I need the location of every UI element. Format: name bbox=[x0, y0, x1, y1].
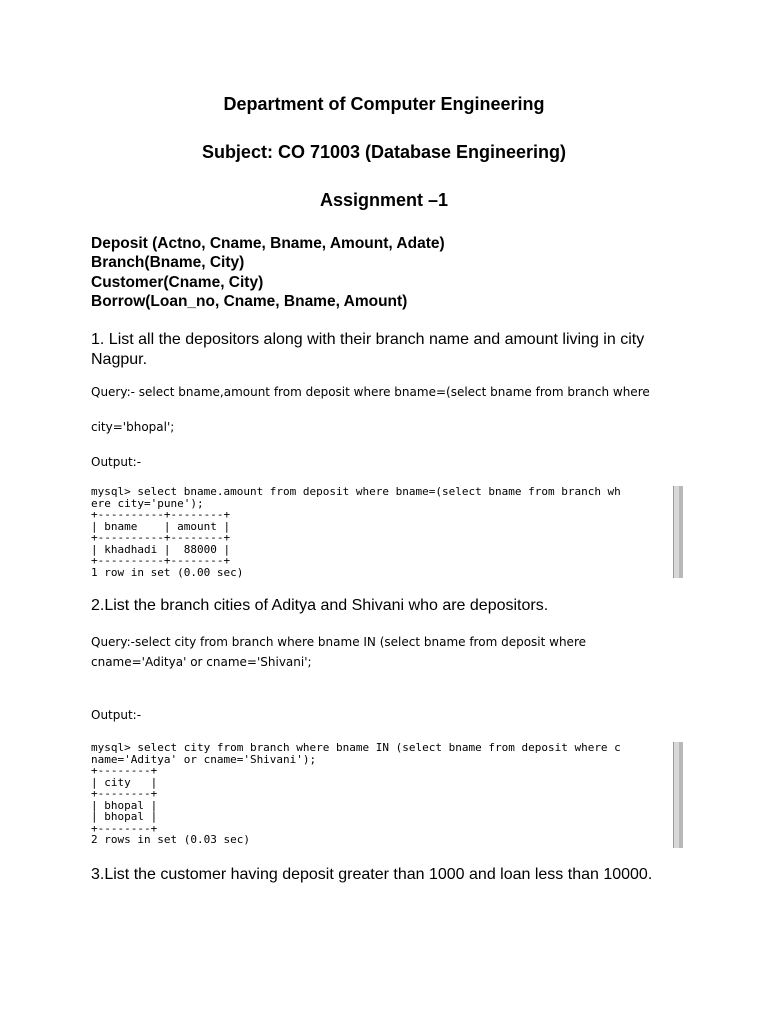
output-1-label: Output:- bbox=[91, 455, 142, 469]
console-output-2 bbox=[91, 742, 683, 848]
department-heading: Department of Computer Engineering bbox=[223, 94, 545, 114]
schema-customer: Customer(Cname, City) bbox=[91, 273, 264, 291]
query-1-line1: Query:- select bname,amount from deposit where bname=(select bname from branch where bbox=[91, 385, 650, 399]
query-1-line2: city='bhopal'; bbox=[91, 420, 175, 434]
question-2: 2.List the branch cities of Aditya and Shivani who are depositors. bbox=[91, 597, 549, 614]
question-1-line1: 1. List all the depositors along with their branch name and amount living in city bbox=[91, 331, 645, 348]
console-1-text: mysql> select bname.amount from deposit where bname=(select bname from branch wh ere city='pune'); +----------+--------+ | bname | amount | +----------+--------+ | khadhadi | 88000 | +----------+--------+ 1 row in set (0.00 sec) bbox=[91, 486, 621, 578]
question-1 bbox=[91, 330, 644, 370]
query-2-line2: cname='Aditya' or cname='Shivani'; bbox=[91, 655, 312, 669]
console-2-scrollbar[interactable] bbox=[673, 742, 679, 848]
question-3: 3.List the customer having deposit greater than 1000 and loan less than 10000. bbox=[91, 866, 653, 883]
output-2-label: Output:- bbox=[91, 708, 142, 722]
schema-branch: Branch(Bname, City) bbox=[91, 254, 245, 272]
question-1-line2: Nagpur. bbox=[91, 351, 148, 368]
subject-heading: Subject: CO 71003 (Database Engineering) bbox=[201, 142, 567, 162]
console-output-1 bbox=[91, 486, 683, 578]
console-2-text: mysql> select city from branch where bname IN (select bname from deposit where c name='Aditya' or cname='Shivani'); +--------+ | city | +--------+ | bhopal | | bhopal | +--------+ 2 rows in set (0.03 sec) bbox=[91, 742, 621, 846]
schema-deposit: Deposit (Actno, Cname, Bname, Amount, Adate) bbox=[91, 235, 445, 252]
schema-borrow: Borrow(Loan_no, Cname, Bname, Amount) bbox=[91, 292, 408, 310]
schema-list bbox=[91, 234, 445, 311]
assignment-heading: Assignment –1 bbox=[319, 190, 449, 210]
console-1-scrollbar[interactable] bbox=[673, 486, 679, 578]
query-2-line1: Query:-select city from branch where bname IN (select bname from deposit where bbox=[91, 635, 586, 649]
